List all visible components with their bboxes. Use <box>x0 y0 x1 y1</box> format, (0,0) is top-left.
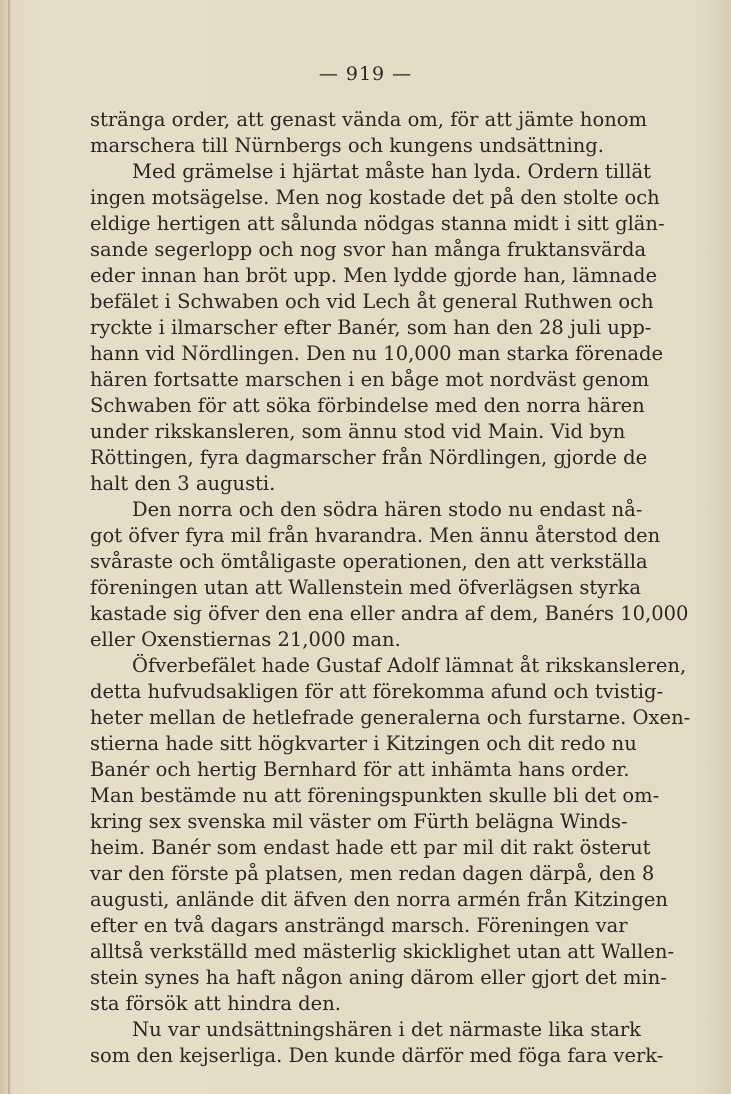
text-line: Den norra och den södra hären stodo nu endast nå- <box>132 498 643 521</box>
text-line: Nu var undsättningshären i det närmaste lika stark <box>132 1018 641 1041</box>
text-line: svåraste och ömtåligaste operationen, den att verkställa <box>90 550 648 573</box>
text-line: under rikskansleren, som ännu stod vid Main. Vid byn <box>90 420 626 443</box>
text-line: got öfver fyra mil från hvarandra. Men ännu återstod den <box>90 524 661 547</box>
page-number: — 919 — <box>318 63 413 85</box>
text-line: Röttingen, fyra dagmarscher från Nördlingen, gjorde de <box>90 446 648 469</box>
text-line: stierna hade sitt högkvarter i Kitzingen och dit redo nu <box>90 732 637 755</box>
text-line: hären fortsatte marschen i en båge mot nordväst genom <box>90 368 650 391</box>
text-line: heim. Banér som endast hade ett par mil dit rakt österut <box>90 836 651 859</box>
body-text <box>90 107 691 1069</box>
text-line: var den förste på platsen, men redan dagen därpå, den 8 <box>90 862 655 885</box>
text-line: Man bestämde nu att föreningspunkten skulle bli det om- <box>90 784 660 807</box>
text-line: som den kejserliga. Den kunde därför med föga fara verk- <box>90 1044 664 1067</box>
text-line: Schwaben för att söka förbindelse med den norra hären <box>90 394 645 417</box>
text-line: eldige hertigen att sålunda nödgas stanna midt i sitt glän- <box>90 212 665 235</box>
text-line: eder innan han bröt upp. Men lydde gjorde han, lämnade <box>90 264 657 287</box>
text-line: marschera till Nürnbergs och kungens undsättning. <box>90 134 604 157</box>
text-line: detta hufvudsakligen för att förekomma afund och tvistig- <box>90 680 664 703</box>
text-line: alltså verkställd med mästerlig skicklighet utan att Wallen- <box>90 940 675 963</box>
text-line: Med grämelse i hjärtat måste han lyda. Ordern tillät <box>132 160 651 183</box>
text-line: hann vid Nördlingen. Den nu 10,000 man starka förenade <box>90 342 664 365</box>
text-line: halt den 3 augusti. <box>90 472 276 495</box>
text-line: eller Oxenstiernas 21,000 man. <box>90 628 401 651</box>
text-line: efter en två dagars ansträngd marsch. Föreningen var <box>90 914 628 937</box>
text-line: sta försök att hindra den. <box>90 992 341 1015</box>
text-line: heter mellan de hetlefrade generalerna och furstarne. Oxen- <box>90 706 691 729</box>
text-line: augusti, anlände dit äfven den norra armén från Kitzingen <box>90 888 668 911</box>
page-gutter <box>8 0 10 1094</box>
text-line: kastade sig öfver den ena eller andra af dem, Banérs 10,000 <box>90 602 689 625</box>
text-line: stein synes ha haft någon aning därom eller gjort det min- <box>90 966 667 989</box>
text-line: sande segerlopp och nog svor han många fruktansvärda <box>90 238 647 261</box>
text-line: kring sex svenska mil väster om Fürth belägna Winds- <box>90 810 628 833</box>
text-line: ryckte i ilmarscher efter Banér, som han den 28 juli upp- <box>90 316 652 339</box>
text-line: stränga order, att genast vända om, för att jämte honom <box>90 108 647 131</box>
text-line: befälet i Schwaben och vid Lech åt general Ruthwen och <box>90 290 654 313</box>
text-line: ingen motsägelse. Men nog kostade det på den stolte och <box>90 186 660 209</box>
text-line: Banér och hertig Bernhard för att inhämta hans order. <box>90 758 630 781</box>
text-line: föreningen utan att Wallenstein med öfverlägsen styrka <box>90 576 641 599</box>
text-line: Öfverbefälet hade Gustaf Adolf lämnat åt rikskansleren, <box>132 654 687 677</box>
